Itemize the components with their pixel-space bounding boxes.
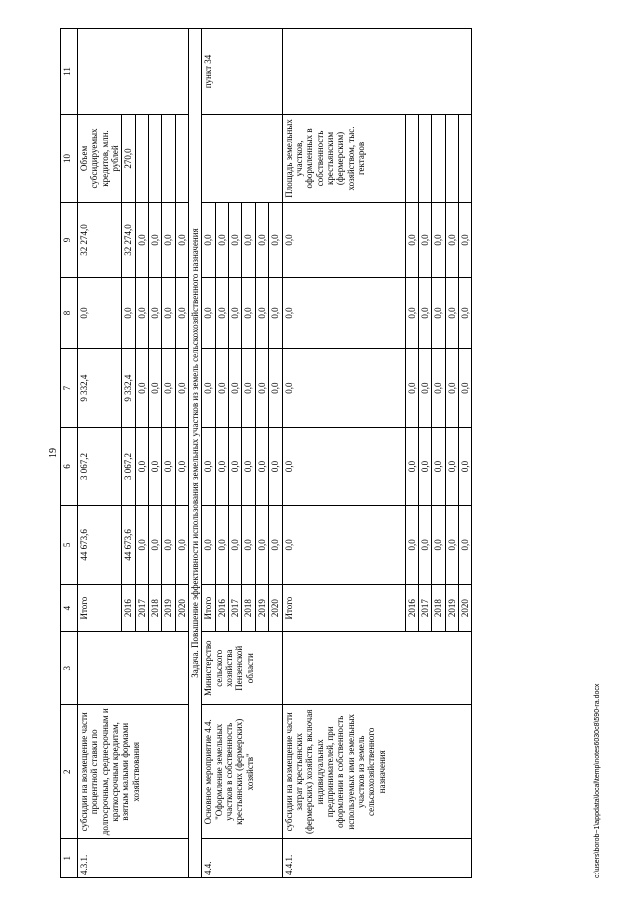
value-cell: 0,0 [242, 505, 255, 584]
value-cell: 0,0 [458, 348, 471, 427]
value-cell: 0,0 [445, 348, 458, 427]
value-cell: 0,0 [78, 278, 122, 349]
rotated-page [48, 28, 601, 878]
value-cell: 0,0 [432, 428, 445, 505]
value-cell: 0,0 [215, 202, 228, 277]
year-cell: 2019 [255, 585, 268, 632]
value-cell: 0,0 [282, 348, 405, 427]
row-number: 4.3.1. [78, 839, 189, 878]
value-cell: 0,0 [418, 428, 431, 505]
value-cell: 0,0 [269, 278, 282, 349]
value-cell: 0,0 [175, 505, 188, 584]
empty-cell [445, 114, 458, 202]
value-cell: 0,0 [269, 505, 282, 584]
value-cell: 0,0 [135, 428, 148, 505]
value-cell: 0,0 [162, 202, 175, 277]
executor-cell: Министерство сельского хозяйства Пензенской области [202, 632, 282, 705]
value-cell: 0,0 [149, 348, 162, 427]
value-cell: 0,0 [458, 428, 471, 505]
value-cell: 0,0 [255, 202, 268, 277]
value-cell: 0,0 [175, 278, 188, 349]
value-cell: 0,0 [175, 202, 188, 277]
footer-path: c:\users\borob~1\appdata\local\temp\notes6030c8\590-ra.docx [594, 683, 601, 878]
value-cell: 0,0 [202, 278, 215, 349]
header-cell: 3 [61, 632, 78, 705]
value-cell: 0,0 [202, 505, 215, 584]
value-cell: 0,0 [149, 278, 162, 349]
value-cell: 32 274,0 [122, 202, 135, 277]
indicator-name: Площадь земельных участков, оформленных в собственность крестьянским (фермерским) хозяйством, тыс. гектаров [282, 114, 405, 202]
value-cell: 0,0 [418, 202, 431, 277]
value-cell: 0,0 [255, 278, 268, 349]
header-row [61, 29, 78, 878]
value-cell: 0,0 [255, 348, 268, 427]
value-cell: 0,0 [229, 505, 242, 584]
year-cell: 2018 [432, 585, 445, 632]
value-cell: 0,0 [215, 428, 228, 505]
value-cell: 0,0 [215, 348, 228, 427]
page-number: 19 [48, 448, 59, 458]
value-cell: 0,0 [405, 428, 418, 505]
row-description: субсидии на возмещение части процентной ставки по долгосрочным, среднесрочным и краткосрочным кредитам, взятым малыми формами хозяйствования [78, 705, 189, 839]
value-cell: 3 067,2 [122, 428, 135, 505]
value-cell: 44 673,6 [78, 505, 122, 584]
empty-cell [405, 114, 418, 202]
value-cell: 0,0 [229, 428, 242, 505]
row-number: 4.4. [202, 839, 282, 878]
value-cell: 0,0 [162, 278, 175, 349]
empty-cell [149, 114, 162, 202]
value-cell: 0,0 [445, 202, 458, 277]
executor-cell [282, 632, 472, 705]
value-cell: 0,0 [458, 202, 471, 277]
value-cell: 0,0 [418, 505, 431, 584]
value-cell: 0,0 [445, 278, 458, 349]
row-description: Основное мероприятие 4.4. "Оформление земельных участков в собственность крестьянских (фермерских) хозяйств" [202, 705, 282, 839]
empty-cell [458, 114, 471, 202]
table-row [282, 29, 405, 878]
year-cell: 2017 [135, 585, 148, 632]
empty-cell [432, 114, 445, 202]
total-label: Итого [78, 585, 122, 632]
table-row [202, 29, 215, 878]
row-number: 4.4.1. [282, 839, 472, 878]
value-cell: 0,0 [269, 348, 282, 427]
value-cell: 0,0 [135, 348, 148, 427]
year-cell: 2016 [405, 585, 418, 632]
value-cell: 0,0 [282, 278, 405, 349]
header-cell: 10 [61, 114, 78, 202]
value-cell: 0,0 [135, 202, 148, 277]
value-cell: 0,0 [282, 202, 405, 277]
year-cell: 2018 [242, 585, 255, 632]
value-cell: 0,0 [149, 505, 162, 584]
value-cell: 0,0 [458, 505, 471, 584]
note-cell [78, 29, 189, 115]
value-cell: 0,0 [405, 348, 418, 427]
value-cell: 0,0 [269, 428, 282, 505]
value-cell: 0,0 [445, 505, 458, 584]
table-row [78, 29, 122, 878]
indicator-value: 270,0 [122, 114, 135, 202]
value-cell: 0,0 [405, 278, 418, 349]
empty-cell [162, 114, 175, 202]
value-cell: 0,0 [175, 428, 188, 505]
value-cell: 0,0 [135, 505, 148, 584]
value-cell: 32 274,0 [78, 202, 122, 277]
value-cell: 0,0 [149, 428, 162, 505]
value-cell: 9 332,4 [122, 348, 135, 427]
value-cell: 0,0 [175, 348, 188, 427]
value-cell: 0,0 [135, 278, 148, 349]
indicator-name [202, 114, 282, 202]
header-cell: 8 [61, 278, 78, 349]
value-cell: 0,0 [229, 202, 242, 277]
value-cell: 0,0 [202, 428, 215, 505]
value-cell: 0,0 [255, 505, 268, 584]
value-cell: 0,0 [458, 278, 471, 349]
value-cell: 0,0 [242, 428, 255, 505]
value-cell: 0,0 [229, 278, 242, 349]
header-cell: 5 [61, 505, 78, 584]
empty-cell [135, 114, 148, 202]
total-label: Итого [202, 585, 215, 632]
section-row [189, 29, 202, 878]
value-cell: 0,0 [162, 428, 175, 505]
empty-cell [418, 114, 431, 202]
header-cell: 11 [61, 29, 78, 115]
year-cell: 2019 [162, 585, 175, 632]
value-cell: 0,0 [432, 505, 445, 584]
year-cell: 2020 [458, 585, 471, 632]
value-cell: 0,0 [202, 202, 215, 277]
value-cell: 0,0 [445, 428, 458, 505]
header-cell: 2 [61, 705, 78, 839]
value-cell: 3 067,2 [78, 428, 122, 505]
value-cell: 0,0 [202, 348, 215, 427]
executor-cell [78, 632, 189, 705]
value-cell: 0,0 [432, 202, 445, 277]
year-cell: 2018 [149, 585, 162, 632]
indicator-name: Объем субсидируемых кредитов, млн. рублей [78, 114, 122, 202]
value-cell: 0,0 [215, 505, 228, 584]
value-cell: 0,0 [149, 202, 162, 277]
header-cell: 9 [61, 202, 78, 277]
empty-cell [175, 114, 188, 202]
value-cell: 0,0 [255, 428, 268, 505]
value-cell: 0,0 [229, 348, 242, 427]
value-cell: 0,0 [282, 505, 405, 584]
year-cell: 2016 [122, 585, 135, 632]
note-cell [282, 29, 472, 115]
year-cell: 2017 [229, 585, 242, 632]
value-cell: 0,0 [122, 278, 135, 349]
total-label: Итого [282, 585, 405, 632]
value-cell: 0,0 [418, 278, 431, 349]
year-cell: 2016 [215, 585, 228, 632]
header-cell: 6 [61, 428, 78, 505]
program-table [60, 28, 472, 878]
value-cell: 0,0 [405, 505, 418, 584]
value-cell: 0,0 [162, 505, 175, 584]
header-cell: 7 [61, 348, 78, 427]
value-cell: 0,0 [432, 348, 445, 427]
value-cell: 0,0 [242, 348, 255, 427]
year-cell: 2020 [269, 585, 282, 632]
value-cell: 0,0 [242, 278, 255, 349]
value-cell: 0,0 [215, 278, 228, 349]
value-cell: 0,0 [405, 202, 418, 277]
section-title: Задача. Повышение эффективности использования земельных участков из земель сельскохозяйственного назначения [189, 29, 202, 878]
value-cell: 0,0 [242, 202, 255, 277]
value-cell: 9 332,4 [78, 348, 122, 427]
value-cell: 0,0 [432, 278, 445, 349]
year-cell: 2017 [418, 585, 431, 632]
value-cell: 44 673,6 [122, 505, 135, 584]
value-cell: 0,0 [162, 348, 175, 427]
value-cell: 0,0 [418, 348, 431, 427]
note-cell: пункт 34 [202, 29, 282, 115]
header-cell: 1 [61, 839, 78, 878]
header-cell: 4 [61, 585, 78, 632]
value-cell: 0,0 [282, 428, 405, 505]
value-cell: 0,0 [269, 202, 282, 277]
year-cell: 2019 [445, 585, 458, 632]
year-cell: 2020 [175, 585, 188, 632]
row-description: субсидии на возмещение части затрат крестьянских (фермерских) хозяйств, включая индивидуальных предпринимателей, при оформлении в собственность используемых ими земельных участков из земель сельскохозяйственного назначения [282, 705, 472, 839]
